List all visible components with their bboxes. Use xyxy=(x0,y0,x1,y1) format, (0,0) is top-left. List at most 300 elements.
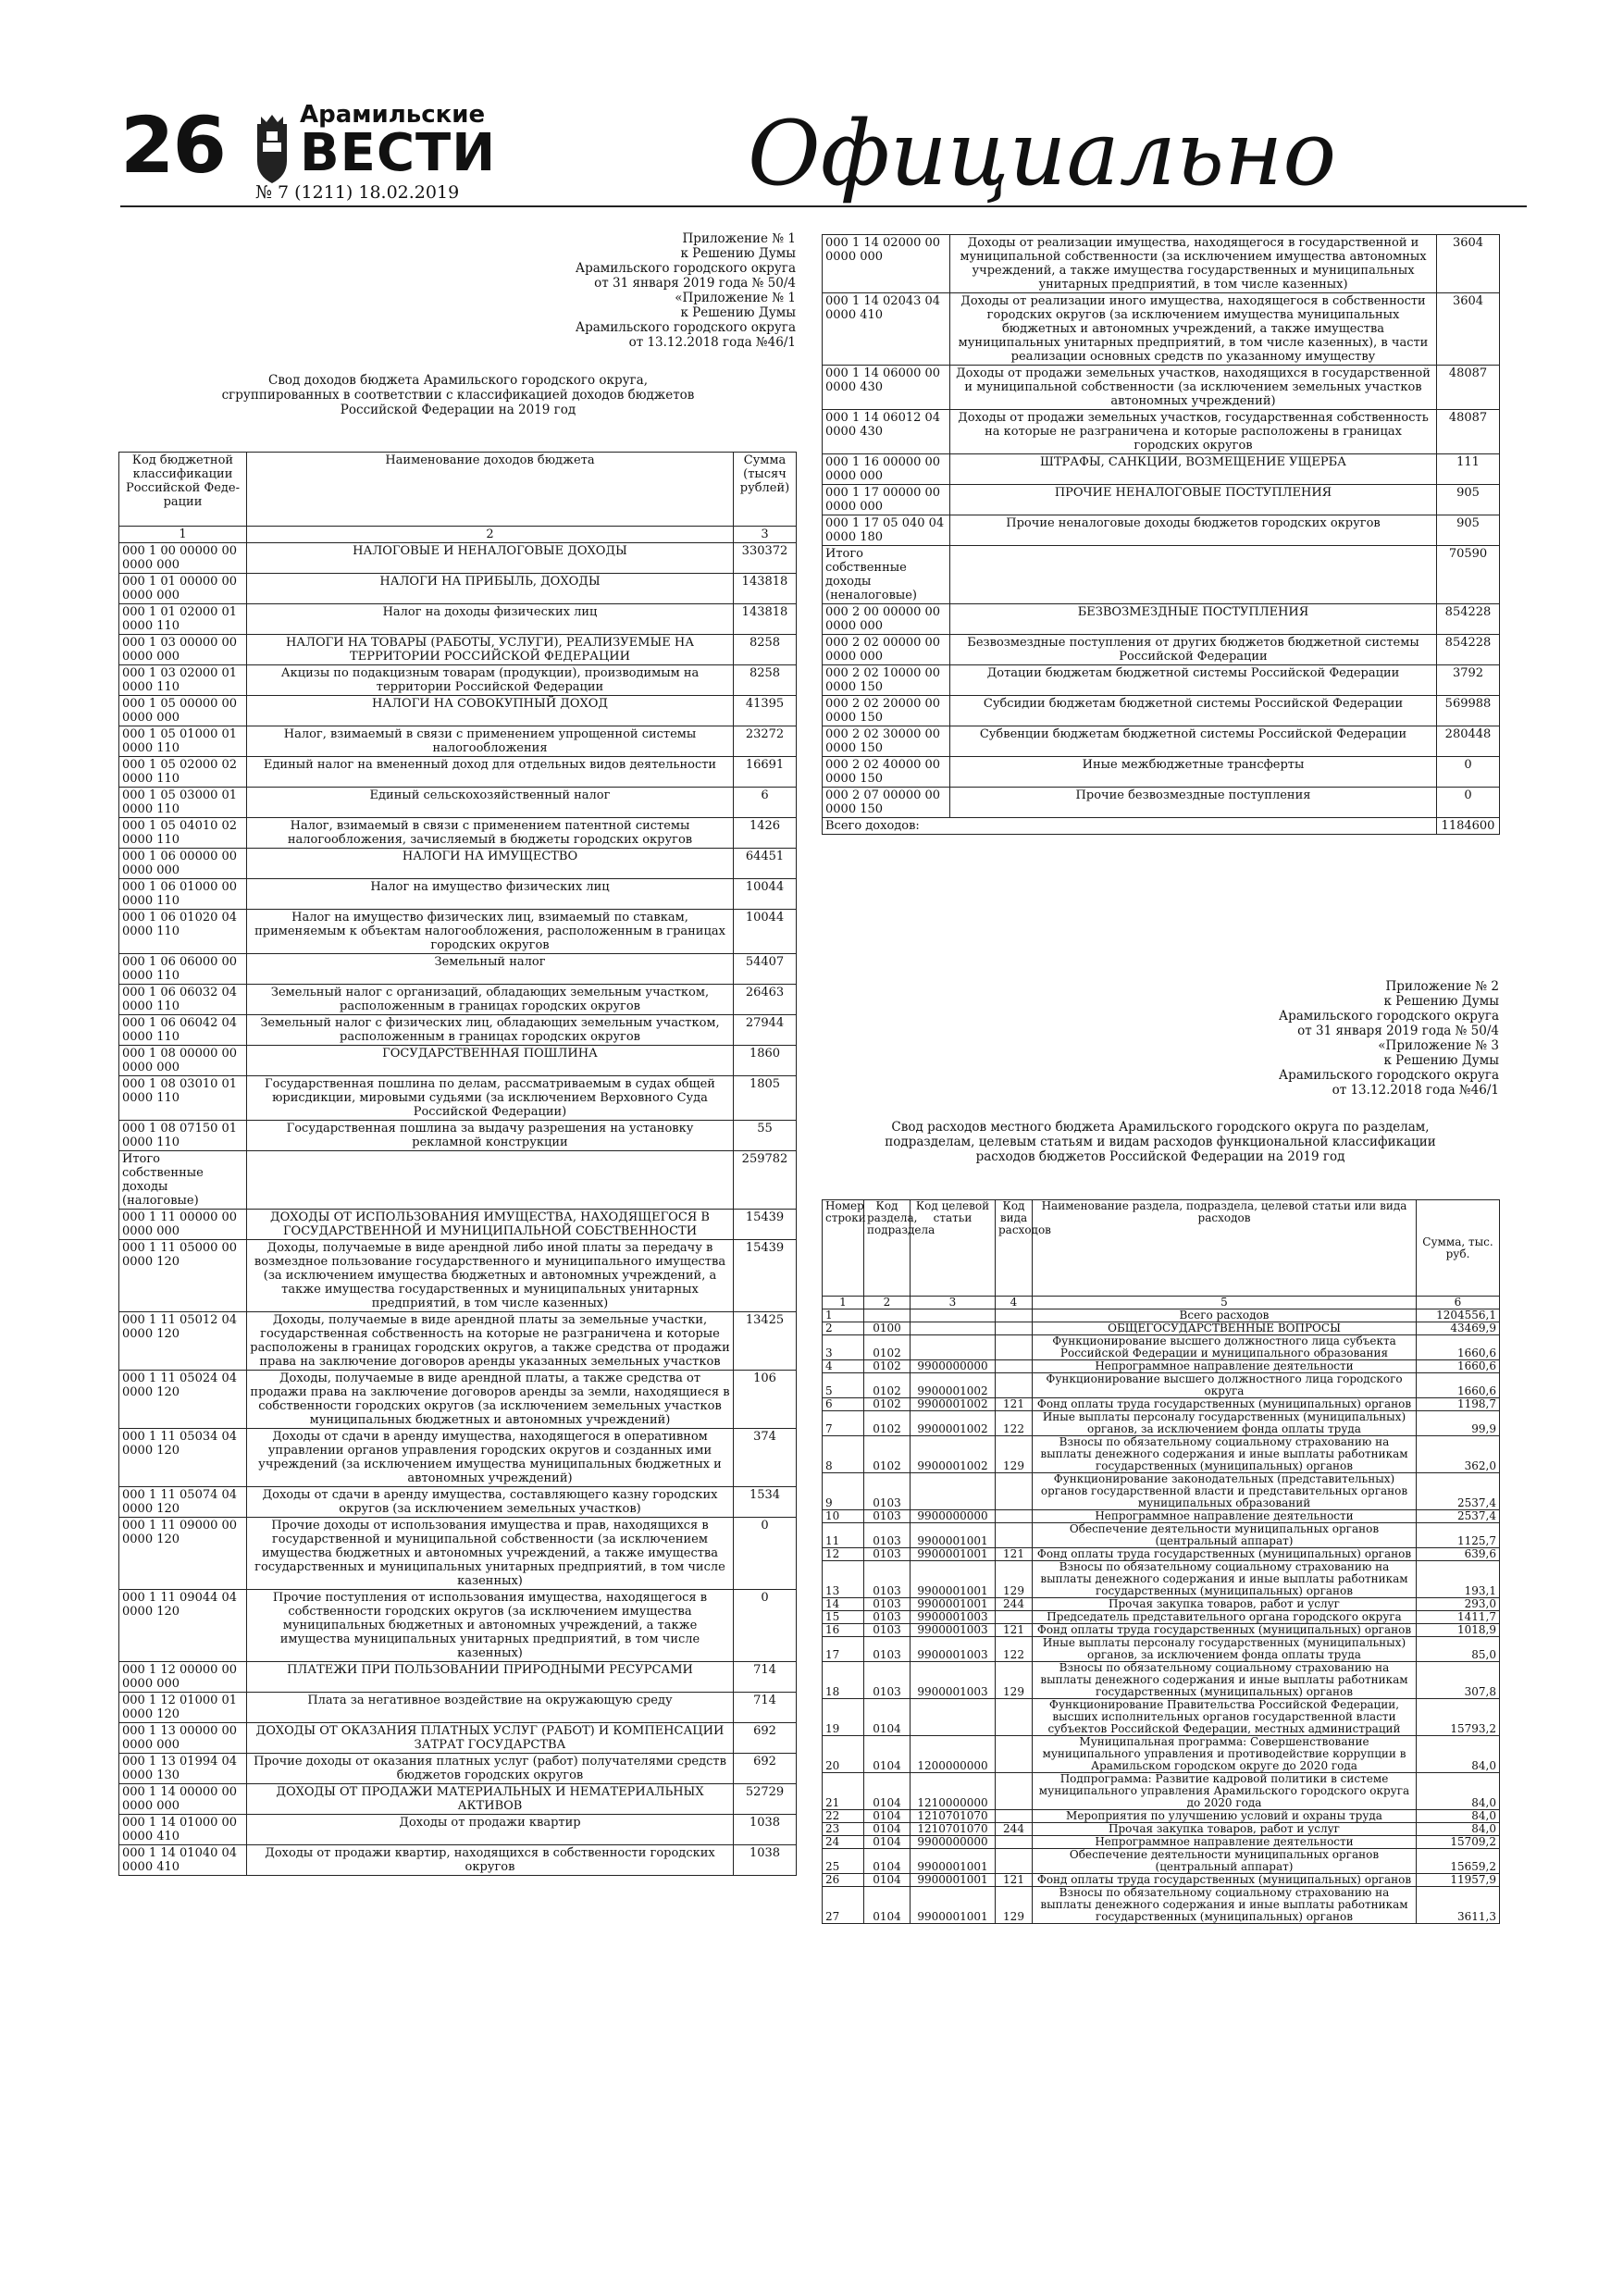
note-line: к Решению Думы xyxy=(680,305,796,320)
column-header: Наименование доходов бюджета xyxy=(247,453,734,527)
table-row xyxy=(823,1624,1500,1637)
target-item-cell: 9900001002 xyxy=(911,1398,996,1411)
table-row xyxy=(823,1810,1500,1823)
note-line: Приложение № 1 xyxy=(682,231,796,246)
amount-cell: 569988 xyxy=(1437,696,1500,726)
table-row xyxy=(823,665,1500,696)
expense-name-cell: Прочая закупка товаров, работ и услуг xyxy=(1033,1823,1417,1836)
revenue-name-cell: ДОХОДЫ ОТ ОКАЗАНИЯ ПЛАТНЫХ УСЛУГ (РАБОТ) И КОМПЕНСАЦИИ ЗАТРАТ ГОСУДАРСТВА xyxy=(247,1723,734,1754)
section-code-cell: 0103 xyxy=(864,1611,911,1624)
table-row xyxy=(119,1151,797,1210)
table-row xyxy=(823,1561,1500,1598)
amount-cell: 16691 xyxy=(734,757,797,788)
amount-cell: 15439 xyxy=(734,1240,797,1312)
table-row xyxy=(119,1076,797,1121)
table-row xyxy=(119,1046,797,1076)
section-code-cell: 0103 xyxy=(864,1637,911,1662)
budget-code-cell: 000 2 02 00000 00 0000 000 xyxy=(823,635,950,665)
row-number-cell: 25 xyxy=(823,1849,864,1874)
table-row xyxy=(823,454,1500,485)
table-row xyxy=(823,1874,1500,1887)
revenue-table-right xyxy=(822,234,1500,835)
note-line: к Решению Думы xyxy=(1383,994,1499,1009)
row-number-cell: 3 xyxy=(823,1335,864,1360)
table-header-row xyxy=(823,1200,1500,1297)
amount-cell: 0 xyxy=(734,1518,797,1590)
budget-code-cell: 000 1 13 01994 04 0000 130 xyxy=(119,1754,247,1784)
target-item-cell: 9900001001 xyxy=(911,1598,996,1611)
note-line: к Решению Думы xyxy=(1383,1053,1499,1068)
caption-line: Свод доходов бюджета Арамильского городского округа, xyxy=(267,373,648,388)
table-row xyxy=(823,1611,1500,1624)
sum-cell: 2537,4 xyxy=(1417,1510,1500,1523)
revenue-name-cell: ГОСУДАРСТВЕННАЯ ПОШЛИНА xyxy=(247,1046,734,1076)
amount-cell: 6 xyxy=(734,788,797,818)
revenue-name-cell: ДОХОДЫ ОТ ИСПОЛЬЗОВАНИЯ ИМУЩЕСТВА, НАХОДЯЩЕГОСЯ В ГОСУДАРСТВЕННОЙ И МУНИЦИПАЛЬНОЙ СОБСТВЕННОСТИ xyxy=(247,1210,734,1240)
section-code-cell: 0102 xyxy=(864,1360,911,1373)
expense-name-cell: ОБЩЕГОСУДАРСТВЕННЫЕ ВОПРОСЫ xyxy=(1033,1322,1417,1335)
expense-name-cell: Взносы по обязательному социальному страхованию на выплаты денежного содержания и иные выплаты работникам государственных (муниципальных) органов xyxy=(1033,1887,1417,1924)
revenue-name-cell: Налог на имущество физических лиц, взимаемый по ставкам, применяемым к объектам налогообложения, расположенным в границах городских округов xyxy=(247,910,734,954)
amount-cell: 41395 xyxy=(734,696,797,726)
expense-type-cell: 129 xyxy=(996,1662,1033,1699)
table-row xyxy=(823,1849,1500,1874)
table-row xyxy=(119,910,797,954)
row-number-cell: 5 xyxy=(823,1373,864,1398)
revenue-name-cell: Доходы от сдачи в аренду имущества, находящегося в оперативном управлении органов управления городских округов и созданных ими учреждений (за исключением имущества муниципальных бюджетных и автономных учреждений) xyxy=(247,1429,734,1487)
row-number-cell: 19 xyxy=(823,1699,864,1736)
amount-cell: 143818 xyxy=(734,604,797,635)
target-item-cell: 1210701070 xyxy=(911,1810,996,1823)
row-number-cell: 23 xyxy=(823,1823,864,1836)
budget-code-cell: 000 1 11 05074 04 0000 120 xyxy=(119,1487,247,1518)
budget-code-cell: 000 1 14 02000 00 0000 000 xyxy=(823,235,950,293)
expense-type-cell: 121 xyxy=(996,1874,1033,1887)
revenue-name-cell xyxy=(247,1151,734,1210)
table-row xyxy=(119,1240,797,1312)
budget-code-cell: 000 2 07 00000 00 0000 150 xyxy=(823,788,950,818)
column-header: Сумма, тыс. руб. xyxy=(1417,1200,1500,1297)
table-row xyxy=(823,410,1500,454)
amount-cell: 854228 xyxy=(1437,604,1500,635)
note-line: от 31 января 2019 года № 50/4 xyxy=(594,276,796,291)
appendix2-note xyxy=(1231,979,1499,1098)
amount-cell: 26463 xyxy=(734,985,797,1015)
revenue-name-cell: НАЛОГИ НА ПРИБЫЛЬ, ДОХОДЫ xyxy=(247,574,734,604)
sum-cell: 1125,7 xyxy=(1417,1523,1500,1548)
expense-name-cell: Фонд оплаты труда государственных (муниципальных) органов xyxy=(1033,1548,1417,1561)
expense-type-cell xyxy=(996,1736,1033,1773)
sum-cell: 307,8 xyxy=(1417,1662,1500,1699)
expense-type-cell xyxy=(996,1836,1033,1849)
amount-cell: 1860 xyxy=(734,1046,797,1076)
row-number-cell: 1 xyxy=(823,1309,864,1322)
table-row xyxy=(823,788,1500,818)
target-item-cell: 1200000000 xyxy=(911,1736,996,1773)
budget-code-cell: 000 1 06 01000 00 0000 110 xyxy=(119,879,247,910)
column-header: Сумма (тысяч рублей) xyxy=(734,453,797,527)
expense-name-cell: Непрограммное направление деятельности xyxy=(1033,1360,1417,1373)
revenue-name-cell: Акцизы по подакцизным товарам (продукции), производимым на территории Российской Федерации xyxy=(247,665,734,696)
table-row xyxy=(823,1309,1500,1322)
section-code-cell: 0103 xyxy=(864,1624,911,1637)
target-item-cell: 1210701070 xyxy=(911,1823,996,1836)
table-row xyxy=(119,1518,797,1590)
target-item-cell: 9900000000 xyxy=(911,1360,996,1373)
table-row xyxy=(823,1436,1500,1473)
revenue-name-cell: Земельный налог с организаций, обладающих земельным участком, расположенным в границах городских округов xyxy=(247,985,734,1015)
section-code-cell: 0104 xyxy=(864,1874,911,1887)
table-row xyxy=(823,1699,1500,1736)
table-row xyxy=(823,546,1500,604)
revenue-name-cell: Плата за негативное воздействие на окружающую среду xyxy=(247,1693,734,1723)
sum-cell: 84,0 xyxy=(1417,1823,1500,1836)
page-number: 26 xyxy=(120,100,225,191)
budget-code-cell: 000 1 13 00000 00 0000 000 xyxy=(119,1723,247,1754)
amount-cell: 905 xyxy=(1437,515,1500,546)
column-header: Код бюджетной классификации Российской Феде-рации xyxy=(119,453,247,527)
section-title: Официально xyxy=(748,102,1337,205)
amount-cell: 0 xyxy=(734,1590,797,1662)
masthead-divider xyxy=(120,205,1527,207)
revenue-name-cell: Налог, взимаемый в связи с применением патентной системы налогообложения, зачисляемый в бюджеты городских округов xyxy=(247,818,734,849)
expense-name-cell: Обеспечение деятельности муниципальных органов (центральный аппарат) xyxy=(1033,1849,1417,1874)
amount-cell: 15439 xyxy=(734,1210,797,1240)
issue-number: № 7 (1211) 18.02.2019 xyxy=(255,182,460,203)
revenue-name-cell: ШТРАФЫ, САНКЦИИ, ВОЗМЕЩЕНИЕ УЩЕРБА xyxy=(950,454,1437,485)
table-row xyxy=(823,293,1500,366)
note-line: Арамильского городского округа xyxy=(1278,1068,1499,1083)
budget-code-cell: 000 1 11 00000 00 0000 000 xyxy=(119,1210,247,1240)
revenue-name-cell xyxy=(950,546,1437,604)
table-row xyxy=(823,1322,1500,1335)
revenue-name-cell: ПЛАТЕЖИ ПРИ ПОЛЬЗОВАНИИ ПРИРОДНЫМИ РЕСУРСАМИ xyxy=(247,1662,734,1693)
revenue-name-cell: Земельный налог с физических лиц, обладающих земельным участком, расположенным в границах городских округов xyxy=(247,1015,734,1046)
table-row xyxy=(119,849,797,879)
revenue-name-cell: Налог на имущество физических лиц xyxy=(247,879,734,910)
amount-cell: 692 xyxy=(734,1754,797,1784)
budget-code-cell: 000 1 16 00000 00 0000 000 xyxy=(823,454,950,485)
expense-name-cell: Фонд оплаты труда государственных (муниципальных) органов xyxy=(1033,1398,1417,1411)
expense-name-cell: Фонд оплаты труда государственных (муниципальных) органов xyxy=(1033,1624,1417,1637)
target-item-cell: 9900001003 xyxy=(911,1637,996,1662)
expense-name-cell: Фонд оплаты труда государственных (муниципальных) органов xyxy=(1033,1874,1417,1887)
revenue-name-cell: Единый налог на вмененный доход для отдельных видов деятельности xyxy=(247,757,734,788)
expense-name-cell: Подпрограмма: Развитие кадровой политики в системе муниципального управления Арамильского городского округа до 2020 года xyxy=(1033,1773,1417,1810)
caption-line: сгруппированных в соответствии с классификацией доходов бюджетов xyxy=(221,388,695,403)
logo-line2: ВЕСТИ xyxy=(300,123,497,183)
amount-cell: 330372 xyxy=(734,543,797,574)
table-row xyxy=(823,1473,1500,1510)
row-number-cell: 13 xyxy=(823,1561,864,1598)
amount-cell: 692 xyxy=(734,1723,797,1754)
expense-type-cell: 244 xyxy=(996,1823,1033,1836)
table-row xyxy=(119,726,797,757)
revenue-name-cell: Доходы, получаемые в виде арендной либо иной платы за передачу в возмездное пользование государственного и муниципального имущества (за исключением имущества бюджетных и автономных учреждений, а также имущества государственных и муниципальных унитарных предприятий, в том числе казенных) xyxy=(247,1240,734,1312)
budget-code-cell: 000 1 11 05034 04 0000 120 xyxy=(119,1429,247,1487)
budget-code-cell: 000 1 01 00000 00 0000 000 xyxy=(119,574,247,604)
expense-name-cell: Непрограммное направление деятельности xyxy=(1033,1836,1417,1849)
revenue-name-cell: Прочие доходы от оказания платных услуг (работ) получателями средств бюджетов городских округов xyxy=(247,1754,734,1784)
table-row xyxy=(823,1398,1500,1411)
budget-code-cell: 000 1 17 05 040 04 0000 180 xyxy=(823,515,950,546)
column-number: 2 xyxy=(864,1297,911,1309)
target-item-cell: 9900001003 xyxy=(911,1662,996,1699)
coat-of-arms-icon xyxy=(252,111,292,185)
table-row xyxy=(823,1662,1500,1699)
table-row xyxy=(119,985,797,1015)
sum-cell: 1411,7 xyxy=(1417,1611,1500,1624)
row-number-cell: 8 xyxy=(823,1436,864,1473)
table-row xyxy=(823,235,1500,293)
table-row xyxy=(119,788,797,818)
table-row xyxy=(823,1360,1500,1373)
expense-name-cell: Взносы по обязательному социальному страхованию на выплаты денежного содержания и иные выплаты работникам государственных (муниципальных) органов xyxy=(1033,1436,1417,1473)
section-code-cell: 0103 xyxy=(864,1523,911,1548)
target-item-cell xyxy=(911,1309,996,1322)
target-item-cell: 9900001001 xyxy=(911,1874,996,1887)
row-number-cell: 27 xyxy=(823,1887,864,1924)
amount-cell: 111 xyxy=(1437,454,1500,485)
table-row xyxy=(119,1754,797,1784)
expense-name-cell: Функционирование законодательных (представительных) органов государственной власти и представительных органов муниципальных образований xyxy=(1033,1473,1417,1510)
target-item-cell xyxy=(911,1322,996,1335)
appendix2-caption xyxy=(822,1120,1499,1164)
column-number: 3 xyxy=(911,1297,996,1309)
row-number-cell: 15 xyxy=(823,1611,864,1624)
sum-cell: 85,0 xyxy=(1417,1637,1500,1662)
amount-cell: 3604 xyxy=(1437,235,1500,293)
table-row xyxy=(823,1887,1500,1924)
subtotal-label-cell: Итого собственные доходы (налоговые) xyxy=(119,1151,247,1210)
target-item-cell xyxy=(911,1335,996,1360)
amount-cell: 64451 xyxy=(734,849,797,879)
table-row xyxy=(119,1590,797,1662)
budget-code-cell: 000 1 11 09044 04 0000 120 xyxy=(119,1590,247,1662)
budget-code-cell: 000 1 03 00000 00 0000 000 xyxy=(119,635,247,665)
budget-code-cell: 000 2 02 30000 00 0000 150 xyxy=(823,726,950,757)
expense-type-cell xyxy=(996,1360,1033,1373)
budget-code-cell: 000 1 01 02000 01 0000 110 xyxy=(119,604,247,635)
revenue-name-cell: Налог на доходы физических лиц xyxy=(247,604,734,635)
revenue-name-cell: ДОХОДЫ ОТ ПРОДАЖИ МАТЕРИАЛЬНЫХ И НЕМАТЕРИАЛЬНЫХ АКТИВОВ xyxy=(247,1784,734,1815)
expense-type-cell: 121 xyxy=(996,1398,1033,1411)
amount-cell: 854228 xyxy=(1437,635,1500,665)
table-row xyxy=(119,1210,797,1240)
table-row xyxy=(823,1637,1500,1662)
newspaper-logo xyxy=(252,101,497,194)
table-row xyxy=(119,543,797,574)
revenue-name-cell: НАЛОГОВЫЕ И НЕНАЛОГОВЫЕ ДОХОДЫ xyxy=(247,543,734,574)
sum-cell: 1660,6 xyxy=(1417,1360,1500,1373)
budget-code-cell: 000 2 02 40000 00 0000 150 xyxy=(823,757,950,788)
column-number: 2 xyxy=(247,527,734,543)
revenue-name-cell: Государственная пошлина за выдачу разрешения на установку рекламной конструкции xyxy=(247,1121,734,1151)
budget-code-cell: 000 1 12 01000 01 0000 120 xyxy=(119,1693,247,1723)
table-row xyxy=(119,818,797,849)
row-number-cell: 10 xyxy=(823,1510,864,1523)
table-row xyxy=(823,1335,1500,1360)
expense-name-cell: Всего расходов xyxy=(1033,1309,1417,1322)
table-row xyxy=(119,1662,797,1693)
revenue-name-cell: Иные межбюджетные трансферты xyxy=(950,757,1437,788)
expense-type-cell xyxy=(996,1810,1033,1823)
expense-name-cell: Прочая закупка товаров, работ и услуг xyxy=(1033,1598,1417,1611)
table-row xyxy=(119,574,797,604)
note-line: Арамильского городского округа xyxy=(1278,1009,1499,1024)
sum-cell: 362,0 xyxy=(1417,1436,1500,1473)
revenue-name-cell: НАЛОГИ НА ИМУЩЕСТВО xyxy=(247,849,734,879)
amount-cell: 905 xyxy=(1437,485,1500,515)
budget-code-cell: 000 1 14 01000 00 0000 410 xyxy=(119,1815,247,1845)
column-header: Код вида расходов xyxy=(996,1200,1033,1297)
expense-type-cell xyxy=(996,1510,1033,1523)
target-item-cell: 9900001003 xyxy=(911,1624,996,1637)
budget-code-cell: 000 1 05 02000 02 0000 110 xyxy=(119,757,247,788)
total-label: Всего доходов: xyxy=(823,818,1437,835)
section-code-cell: 0104 xyxy=(864,1823,911,1836)
note-line: «Приложение № 3 xyxy=(1378,1038,1499,1053)
budget-code-cell: 000 1 06 01020 04 0000 110 xyxy=(119,910,247,954)
section-code-cell: 0102 xyxy=(864,1411,911,1436)
section-code-cell: 0102 xyxy=(864,1436,911,1473)
table-row xyxy=(119,1784,797,1815)
sum-cell: 15709,2 xyxy=(1417,1836,1500,1849)
budget-code-cell: 000 1 11 05000 00 0000 120 xyxy=(119,1240,247,1312)
table-row xyxy=(119,1121,797,1151)
budget-code-cell: 000 1 14 01040 04 0000 410 xyxy=(119,1845,247,1876)
revenue-name-cell: Земельный налог xyxy=(247,954,734,985)
expense-type-cell: 122 xyxy=(996,1637,1033,1662)
column-header: Номер строки xyxy=(823,1200,864,1297)
revenue-name-cell: Доходы от продажи земельных участков, находящихся в государственной и муниципальной собственности (за исключением земельных участков автономных учреждений) xyxy=(950,366,1437,410)
amount-cell: 48087 xyxy=(1437,366,1500,410)
expense-name-cell: Функционирование высшего должностного лица субъекта Российской Федерации и муниципального образования xyxy=(1033,1335,1417,1360)
target-item-cell xyxy=(911,1473,996,1510)
budget-code-cell: 000 1 06 00000 00 0000 000 xyxy=(119,849,247,879)
section-code-cell xyxy=(864,1309,911,1322)
budget-code-cell: 000 2 02 10000 00 0000 150 xyxy=(823,665,950,696)
table-row xyxy=(823,1373,1500,1398)
budget-code-cell: 000 1 17 00000 00 0000 000 xyxy=(823,485,950,515)
expense-name-cell: Непрограммное направление деятельности xyxy=(1033,1510,1417,1523)
revenue-name-cell: Доходы, получаемые в виде арендной платы за земельные участки, государственная собственность на которые не разграничена и которые расположены в границах городских округов, а также средства от продажи права на заключение договоров аренды указанных земельных участков xyxy=(247,1312,734,1371)
budget-code-cell: 000 1 06 06032 04 0000 110 xyxy=(119,985,247,1015)
table-row xyxy=(119,635,797,665)
table-row xyxy=(119,1723,797,1754)
row-number-cell: 9 xyxy=(823,1473,864,1510)
revenue-name-cell: Прочие безвозмездные поступления xyxy=(950,788,1437,818)
sum-cell: 3611,3 xyxy=(1417,1887,1500,1924)
expense-name-cell: Председатель представительного органа городского округа xyxy=(1033,1611,1417,1624)
table-row xyxy=(119,757,797,788)
section-code-cell: 0104 xyxy=(864,1736,911,1773)
revenue-name-cell: БЕЗВОЗМЕЗДНЫЕ ПОСТУПЛЕНИЯ xyxy=(950,604,1437,635)
table-row xyxy=(119,1312,797,1371)
expense-type-cell xyxy=(996,1611,1033,1624)
expense-type-cell xyxy=(996,1309,1033,1322)
sum-cell: 193,1 xyxy=(1417,1561,1500,1598)
revenue-name-cell: ПРОЧИЕ НЕНАЛОГОВЫЕ ПОСТУПЛЕНИЯ xyxy=(950,485,1437,515)
logo-line1: Арамильские xyxy=(300,101,486,129)
column-header: Код раздела, подраздела xyxy=(864,1200,911,1297)
note-line: от 13.12.2018 года №46/1 xyxy=(1332,1083,1499,1098)
expense-type-cell: 121 xyxy=(996,1624,1033,1637)
expense-type-cell: 121 xyxy=(996,1548,1033,1561)
budget-code-cell: 000 1 08 07150 01 0000 110 xyxy=(119,1121,247,1151)
table-header-numbers xyxy=(823,1297,1500,1309)
note-line: Арамильского городского округа xyxy=(575,261,796,276)
amount-cell: 143818 xyxy=(734,574,797,604)
row-number-cell: 26 xyxy=(823,1874,864,1887)
column-header: Наименование раздела, подраздела, целевой статьи или вида расходов xyxy=(1033,1200,1417,1297)
revenue-name-cell: Субсидии бюджетам бюджетной системы Российской Федерации xyxy=(950,696,1437,726)
section-code-cell: 0103 xyxy=(864,1662,911,1699)
note-line: Приложение № 2 xyxy=(1385,979,1499,994)
caption-line: Свод расходов местного бюджета Арамильского городского округа по разделам, xyxy=(891,1120,1430,1135)
expense-name-cell: Функционирование высшего должностного лица городского округа xyxy=(1033,1373,1417,1398)
target-item-cell: 9900001001 xyxy=(911,1523,996,1548)
table-row xyxy=(119,1693,797,1723)
expense-type-cell xyxy=(996,1373,1033,1398)
revenue-name-cell: Прочие поступления от использования имущества, находящегося в собственности городских округов (за исключением имущества муниципальных бюджетных и автономных учреждений, а также имущества муниципальных унитарных предприятий, в том числе казенных) xyxy=(247,1590,734,1662)
revenue-name-cell: Единый сельскохозяйственный налог xyxy=(247,788,734,818)
sum-cell: 1660,6 xyxy=(1417,1335,1500,1360)
expense-type-cell: 129 xyxy=(996,1561,1033,1598)
revenue-name-cell: Налог, взимаемый в связи с применением упрощенной системы налогообложения xyxy=(247,726,734,757)
budget-code-cell: 000 1 08 03010 01 0000 110 xyxy=(119,1076,247,1121)
section-code-cell: 0103 xyxy=(864,1561,911,1598)
budget-code-cell: 000 2 00 00000 00 0000 000 xyxy=(823,604,950,635)
amount-cell: 27944 xyxy=(734,1015,797,1046)
budget-code-cell: 000 1 05 00000 00 0000 000 xyxy=(119,696,247,726)
expense-type-cell xyxy=(996,1699,1033,1736)
amount-cell: 374 xyxy=(734,1429,797,1487)
row-number-cell: 12 xyxy=(823,1548,864,1561)
revenue-name-cell: Прочие доходы от использования имущества и прав, находящихся в государственной и муниципальной собственности (за исключением имущества бюджетных и автономных учреждений, а также имущества государственных и муниципальных унитарных предприятий, в том числе казенных) xyxy=(247,1518,734,1590)
expense-name-cell: Взносы по обязательному социальному страхованию на выплаты денежного содержания и иные выплаты работникам государственных (муниципальных) органов xyxy=(1033,1561,1417,1598)
expense-type-cell xyxy=(996,1322,1033,1335)
amount-cell: 70590 xyxy=(1437,546,1500,604)
note-line: к Решению Думы xyxy=(680,246,796,261)
expense-type-cell xyxy=(996,1523,1033,1548)
sum-cell: 293,0 xyxy=(1417,1598,1500,1611)
revenue-name-cell: Безвозмездные поступления от других бюджетов бюджетной системы Российской Федерации xyxy=(950,635,1437,665)
section-code-cell: 0104 xyxy=(864,1699,911,1736)
section-code-cell: 0103 xyxy=(864,1548,911,1561)
table-row xyxy=(823,757,1500,788)
target-item-cell: 9900001002 xyxy=(911,1373,996,1398)
table-row xyxy=(823,1510,1500,1523)
amount-cell: 1534 xyxy=(734,1487,797,1518)
subtotal-label-cell: Итого собственные доходы (неналоговые) xyxy=(823,546,950,604)
column-number: 4 xyxy=(996,1297,1033,1309)
revenue-name-cell: Доходы от продажи квартир, находящихся в собственности городских округов xyxy=(247,1845,734,1876)
revenue-name-cell: Дотации бюджетам бюджетной системы Российской Федерации xyxy=(950,665,1437,696)
expense-type-cell xyxy=(996,1335,1033,1360)
budget-code-cell: 000 1 14 00000 00 0000 000 xyxy=(119,1784,247,1815)
column-number: 3 xyxy=(734,527,797,543)
row-number-cell: 16 xyxy=(823,1624,864,1637)
amount-cell: 54407 xyxy=(734,954,797,985)
expense-name-cell: Мероприятия по улучшению условий и охраны труда xyxy=(1033,1810,1417,1823)
expenditure-table xyxy=(822,1199,1500,1924)
expense-name-cell: Функционирование Правительства Российской Федерации, высших исполнительных органов государственной власти субъектов Российской Федерации, местных администраций xyxy=(1033,1699,1417,1736)
sum-cell: 639,6 xyxy=(1417,1548,1500,1561)
revenue-name-cell: НАЛОГИ НА СОВОКУПНЫЙ ДОХОД xyxy=(247,696,734,726)
section-code-cell: 0102 xyxy=(864,1398,911,1411)
budget-code-cell: 000 1 14 06012 04 0000 430 xyxy=(823,410,950,454)
